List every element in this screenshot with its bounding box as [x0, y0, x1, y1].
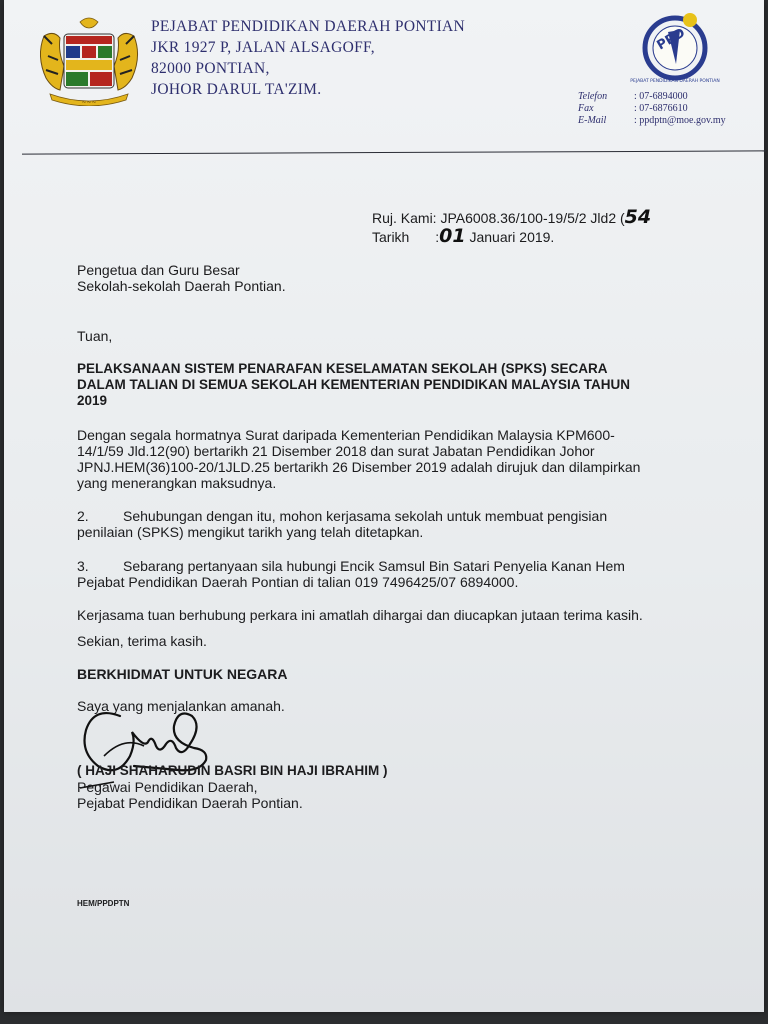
tarikh-rest: Januari 2019.: [469, 229, 555, 245]
paragraph-line: Sebarang pertanyaan sila hubungi Encik Samsul Bin Satari Penyelia Kanan Hem: [123, 558, 625, 574]
address-line: JOHOR DARUL TA'ZIM.: [151, 81, 322, 98]
subject-line: DALAM TALIAN DI SEMUA SEKOLAH KEMENTERIAN PENDIDIKAN MALAYSIA TAHUN: [77, 377, 630, 392]
paragraph-2: [77, 508, 677, 540]
tarikh-handwritten-day: 01: [439, 225, 466, 247]
logo-ring-text: PEJABAT PENDIDIKAN DAERAH PONTIAN: [630, 79, 720, 84]
paragraph-4: Kerjasama tuan berhubung perkara ini amatlah dihargai dan diucapkan jutaan terima kasih.: [77, 607, 643, 623]
motto: BERKHIDMAT UNTUK NEGARA: [77, 666, 288, 682]
paragraph-line: Sehubungan dengan itu, mohon kerjasama sekolah untuk membuat pengisian: [123, 508, 608, 524]
paragraph-line: Pejabat Pendidikan Daerah Pontian di talian 019 7496425/07 6894000.: [77, 574, 519, 590]
paragraph-line: penilaian (SPKS) mengikut tarikh yang telah ditetapkan.: [77, 524, 424, 540]
contact-value: : ppdptn@moe.gov.my: [634, 115, 726, 126]
recipient-line: Pengetua dan Guru Besar: [77, 262, 240, 278]
paragraph-line: JPNJ.HEM(36)100-20/1JLD.25 bertarikh 26 Disember 2019 adalah dirujuk dan dilampirkan: [77, 459, 641, 475]
footer-code: HEM/PPDPTN: [77, 899, 130, 908]
reference-block: [372, 208, 651, 246]
recipient-line: Sekolah-sekolah Daerah Pontian.: [77, 278, 286, 294]
signatory-block: [77, 763, 677, 811]
ppd-logo: [630, 10, 720, 84]
recipient-block: [77, 262, 677, 294]
contact-value: : 07-6876610: [634, 103, 688, 114]
trust-line: Saya yang menjalankan amanah.: [77, 698, 285, 714]
subject-line: 2019: [77, 393, 108, 408]
signatory-name: ( HAJI SHAHARUDIN BASRI BIN HAJI IBRAHIM ): [77, 763, 388, 778]
contact-label: Telefon: [578, 91, 608, 102]
logo-text: PPD: [654, 25, 688, 54]
signatory-title: Pegawai Pendidikan Daerah,: [77, 779, 258, 795]
coat-of-arms-emblem: [30, 16, 148, 106]
paragraph-line: Dengan segala hormatnya Surat daripada Kementerian Pendidikan Malaysia KPM600-: [77, 427, 615, 443]
contact-row: [578, 115, 726, 127]
paragraph-number: 3.: [77, 558, 89, 574]
letterhead-divider: [22, 150, 766, 154]
subject-heading: [77, 361, 677, 409]
contact-details: [578, 91, 726, 127]
paragraph-number: 2.: [77, 508, 89, 524]
ruj-label: Ruj. Kami:: [372, 210, 437, 226]
contact-label: Fax: [578, 103, 594, 114]
letter-page: [4, 0, 764, 1012]
contact-row: [578, 91, 726, 103]
ruj-value: JPA6008.36/100-19/5/2 Jld2 (: [440, 210, 625, 226]
paragraph-1: [77, 427, 677, 491]
salutation: Tuan,: [77, 328, 113, 344]
reference-line: [372, 208, 651, 227]
address-line: JKR 1927 P, JALAN ALSAGOFF,: [151, 39, 375, 56]
closing-line: Sekian, terima kasih.: [77, 633, 207, 649]
signatory-office: Pejabat Pendidikan Daerah Pontian.: [77, 795, 303, 811]
paragraph-line: yang menerangkan maksudnya.: [77, 475, 277, 491]
letterhead-address: [151, 16, 465, 100]
paragraph-3: [77, 558, 677, 590]
tarikh-label: Tarikh: [372, 229, 410, 245]
tarikh-colon: :: [435, 229, 440, 245]
date-line: [372, 227, 651, 246]
svg-text:~~~: ~~~: [81, 99, 97, 106]
office-name: PEJABAT PENDIDIKAN DAERAH PONTIAN: [151, 18, 466, 35]
contact-value: : 07-6894000: [634, 91, 688, 102]
ruj-handwritten-number: 54: [624, 206, 652, 228]
address-line: 82000 PONTIAN,: [151, 60, 270, 77]
paragraph-line: 14/1/59 Jld.12(90) bertarikh 21 Disember 2018 dan surat Jabatan Pendidikan Johor: [77, 443, 595, 459]
contact-label: E-Mail: [578, 115, 607, 126]
contact-row: [578, 103, 726, 115]
subject-line: PELAKSANAAN SISTEM PENARAFAN KESELAMATAN SEKOLAH (SPKS) SECARA: [77, 361, 608, 376]
